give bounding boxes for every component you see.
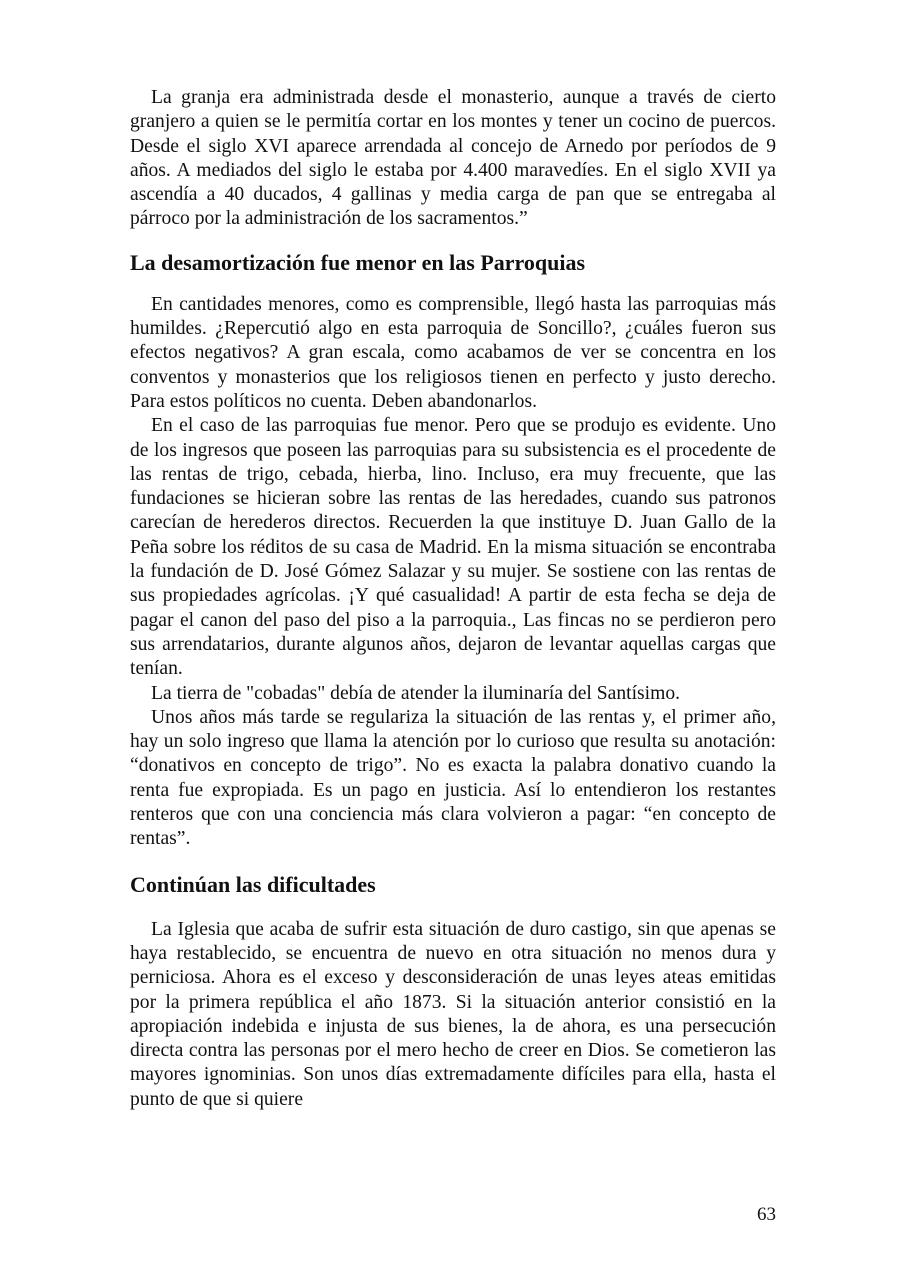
section1-paragraph-1: En cantidades menores, como es comprensible, llegó hasta las parroquias más humildes. ¿Repercutió algo en esta parroquia de Soncillo?, ¿cuáles fueron sus efectos negativos? A gran escala, como acabamos de ver se concentra en los conventos y monasterios que los religiosos tienen en perfecto y justo derecho. Para estos políticos no cuenta. Deben abandonarlos. [130,293,776,412]
page-number: 63 [757,1204,776,1225]
section1-paragraph-2: En el caso de las parroquias fue menor. Pero que se produjo es evidente. Uno de los ingresos que poseen las parroquias para su subsistencia es el procedente de las rentas de trigo, cebada, hierba, lino. Incluso, era muy frecuente, que las fundaciones se hicieran sobre las rentas de las heredades, cuando sus patronos carecían de herederos directos. Recuerden la que instituye D. Juan Gallo de la Peña sobre los réditos de su casa de Madrid. En la misma situación se encontraba la fundación de D. José Gómez Salazar y su mujer. Se sostiene con las rentas de sus propiedades agrícolas. ¡Y qué casualidad! A partir de esta fecha se deja de pagar el canon del paso del piso a la parroquia., Las fincas no se perdieron pero sus arrendatarios, durante algunos años, dejaron de levantar aquellas cargas que tenían. [130,415,776,680]
page-body [130,86,776,1112]
intro-paragraph: La granja era administrada desde el monasterio, aunque a través de cierto granjero a quien se le permitía cortar en los montes y tener un cocino de puercos. Desde el siglo XVI aparece arrendada al concejo de Arnedo por períodos de 9 años. A mediados del siglo le estaba por 4.400 maravedíes. En el siglo XVII ya ascendía a 40 ducados, 4 gallinas y media carga de pan que se entregaba al párroco por la administración de los sacramentos.” [130,87,776,230]
section-heading-desamortizacion: La desamortización fue menor en las Parroquias [130,249,586,275]
section-heading-dificultades: Continúan las dificultades [130,871,376,897]
section2-paragraph-1: La Iglesia que acaba de sufrir esta situación de duro castigo, sin que apenas se haya restablecido, se encuentra de nuevo en otra situación no menos dura y perniciosa. Ahora es el exceso y desconsideración de unas leyes ateas emitidas por la primera república el año 1873. Si la situación anterior consistió en la apropiación indebida e injusta de sus bienes, la de ahora, es una persecución directa contra las personas por el mero hecho de creer en Dios. Se cometieron las mayores ignominias. Son unos días extremadamente difíciles para ella, hasta el punto de que si quiere [130,918,776,1110]
section1-paragraph-4: Unos años más tarde se regulariza la situación de las rentas y, el primer año, hay un solo ingreso que llama la atención por lo curioso que resulta su anotación: “donativos en concepto de trigo”. No es exacta la palabra donativo cuando la renta fue expropiada. Es un pago en justicia. Así lo entendieron los restantes renteros que con una conciencia más clara volvieron a pagar: “en concepto de rentas”. [130,706,776,850]
section1-paragraph-3: La tierra de "cobadas" debía de atender la iluminaría del Santísimo. [151,682,681,704]
